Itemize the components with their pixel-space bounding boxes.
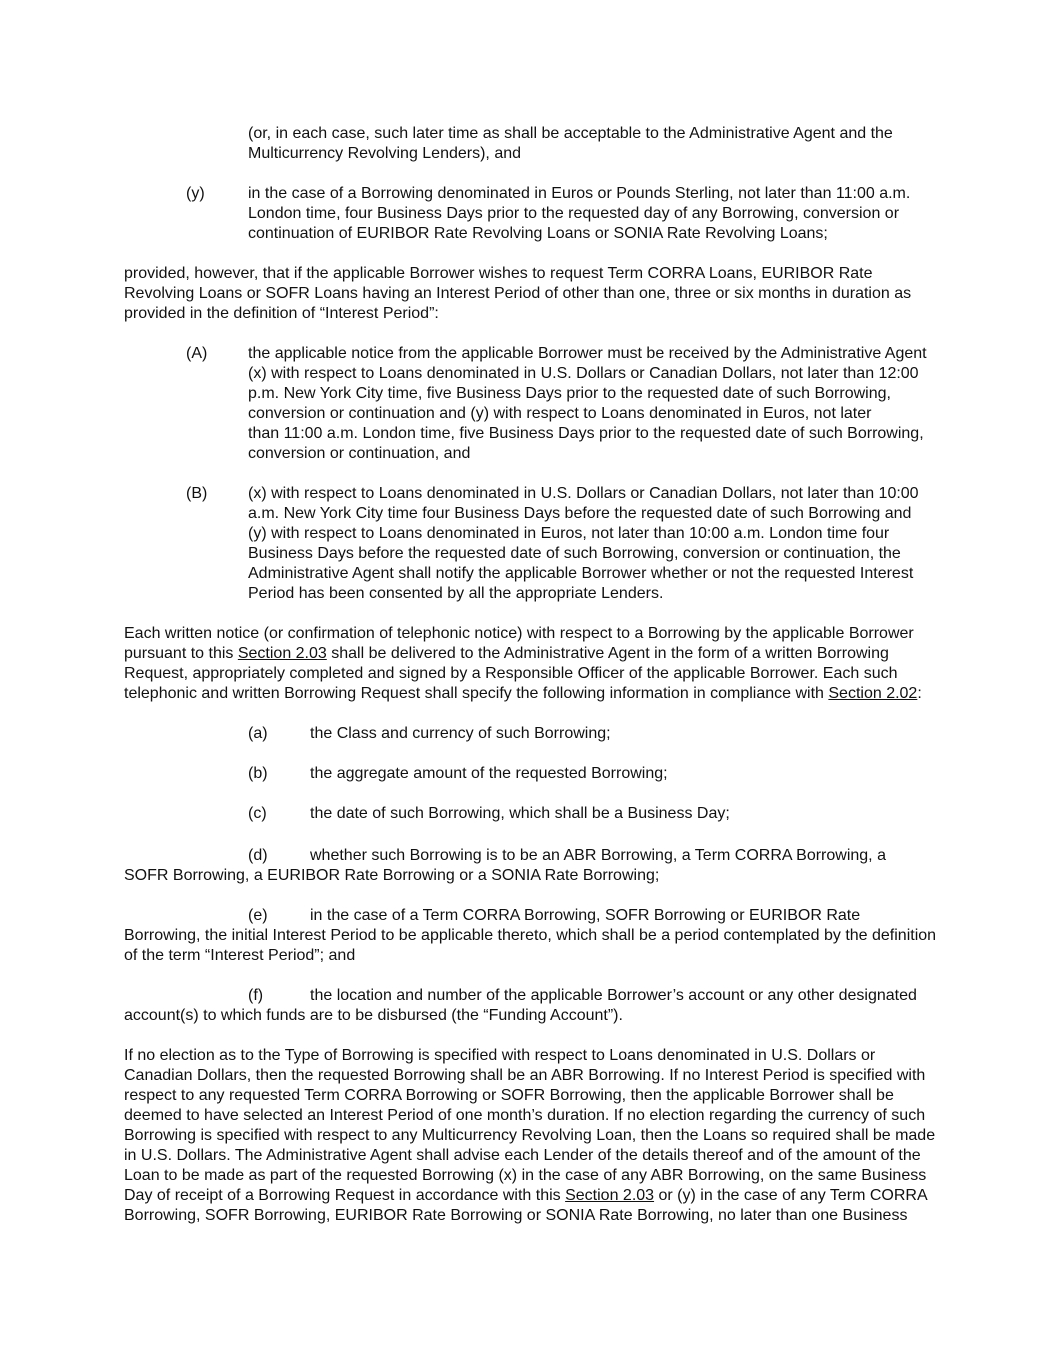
text-line: a.m. New York City time four Business Days before the requested date of such Borrowing and [248, 505, 912, 522]
text-line: (x) with respect to Loans denominated in U.S. Dollars or Canadian Dollars, not later than 10:00 [248, 485, 919, 502]
text-line: the date of such Borrowing, which shall be a Business Day; [310, 805, 730, 822]
text-line: in the case of a Term CORRA Borrowing, SOFR Borrowing or EURIBOR Rate [310, 907, 861, 924]
text-line: provided in the definition of “Interest Period”: [124, 305, 439, 322]
text-line: p.m. New York City time, five Business Days prior to the requested date of such Borrowing, [248, 385, 891, 402]
text-line [124, 644, 889, 664]
text-line: whether such Borrowing is to be an ABR Borrowing, a Term CORRA Borrowing, a [310, 847, 886, 864]
clause-label: (d) [248, 847, 268, 864]
text-line: London time, four Business Days prior to the requested day of any Borrowing, conversion or [248, 205, 900, 222]
text-line: If no election as to the Type of Borrowing is specified with respect to Loans denominated in U.S. Dollars or [124, 1047, 876, 1064]
text-line: Period has been consented by all the appropriate Lenders. [248, 585, 664, 602]
text-line: than 11:00 a.m. London time, five Business Days prior to the requested date of such Borrowing, [248, 425, 924, 442]
section-reference-link[interactable]: Section 2.02 [828, 685, 918, 702]
text-line [124, 684, 922, 704]
text-line: the location and number of the applicable Borrower’s account or any other designated [310, 987, 917, 1004]
text-line: in U.S. Dollars. The Administrative Agent shall advise each Lender of the details thereof and of the amount of the [124, 1147, 921, 1164]
clause-label: (a) [248, 725, 268, 742]
text-line: the applicable notice from the applicable Borrower must be received by the Administrative Agent [248, 345, 927, 362]
text-line: in the case of a Borrowing denominated in Euros or Pounds Sterling, not later than 11:00 a.m. [248, 185, 911, 202]
clause-label: (b) [248, 765, 268, 782]
text-line: Multicurrency Revolving Lenders), and [248, 145, 522, 162]
clause-label: (f) [248, 987, 264, 1004]
text-line: continuation of EURIBOR Rate Revolving Loans or SONIA Rate Revolving Loans; [248, 225, 828, 242]
text-segment: : [917, 685, 922, 702]
section-reference-link[interactable]: Section 2.03 [237, 645, 327, 662]
clause-label: (A) [186, 345, 208, 362]
text-line: deemed to have selected an Interest Period of one month’s duration. If no election regarding the currency of such [124, 1107, 926, 1124]
text-line: conversion or continuation, and [248, 445, 471, 462]
text-segment: telephonic and written Borrowing Request shall specify the following information in compliance with [124, 685, 829, 702]
text-line: Request, appropriately completed and signed by a Responsible Officer of the applicable Borrower. Each such [124, 665, 898, 682]
text-line: Business Days before the requested date of such Borrowing, conversion or continuation, the [248, 545, 901, 562]
text-segment: or (y) in the case of any Term CORRA [654, 1187, 928, 1204]
clause-label: (y) [186, 185, 205, 202]
text-line: Canadian Dollars, then the requested Borrowing shall be an ABR Borrowing. If no Interest Period is specified with [124, 1067, 926, 1084]
text-line: Loan to be made as part of the requested Borrowing (x) in the case of any ABR Borrowing, on the same Business [124, 1167, 927, 1184]
clause-label: (B) [186, 485, 208, 502]
text-line: (y) with respect to Loans denominated in Euros, not later than 10:00 a.m. London time four [248, 525, 890, 542]
text-line: Borrowing, SOFR Borrowing, EURIBOR Rate Borrowing or SONIA Rate Borrowing, no later than one Business [124, 1207, 908, 1224]
text-line: Administrative Agent shall notify the applicable Borrower whether or not the requested Interest [248, 565, 914, 582]
text-line: the Class and currency of such Borrowing; [310, 725, 611, 742]
text-line: of the term “Interest Period”; and [124, 947, 356, 964]
text-line: account(s) to which funds are to be disbursed (the “Funding Account”). [124, 1007, 623, 1024]
text-line [124, 1186, 928, 1206]
text-line: Borrowing, the initial Interest Period to be applicable thereto, which shall be a period contemplated by the definition [124, 927, 937, 944]
text-line: (x) with respect to Loans denominated in U.S. Dollars or Canadian Dollars, not later than 12:00 [248, 365, 919, 382]
text-line: the aggregate amount of the requested Borrowing; [310, 765, 668, 782]
text-line: provided, however, that if the applicable Borrower wishes to request Term CORRA Loans, EURIBOR Rate [124, 265, 873, 282]
text-line: Revolving Loans or SOFR Loans having an Interest Period of other than one, three or six months in duration as [124, 285, 912, 302]
text-line: (or, in each case, such later time as shall be acceptable to the Administrative Agent and the [248, 125, 893, 142]
section-reference-link[interactable]: Section 2.03 [565, 1187, 655, 1204]
clause-label: (c) [248, 805, 267, 822]
text-segment: shall be delivered to the Administrative Agent in the form of a written Borrowing [326, 645, 889, 662]
text-line: SOFR Borrowing, a EURIBOR Rate Borrowing or a SONIA Rate Borrowing; [124, 867, 660, 884]
clause-label: (e) [248, 907, 268, 924]
text-line: conversion or continuation and (y) with respect to Loans denominated in Euros, not later [248, 405, 872, 422]
text-segment: Day of receipt of a Borrowing Request in accordance with this [124, 1187, 566, 1204]
text-line: Each written notice (or confirmation of telephonic notice) with respect to a Borrowing by the applicable Borrower [124, 625, 914, 642]
text-line: Borrowing is specified with respect to any Multicurrency Revolving Loan, then the Loans so required shall be made [124, 1127, 936, 1144]
text-line: respect to any requested Term CORRA Borrowing or SOFR Borrowing, then the applicable Borrower shall be [124, 1087, 894, 1104]
text-segment: pursuant to this [124, 645, 238, 662]
